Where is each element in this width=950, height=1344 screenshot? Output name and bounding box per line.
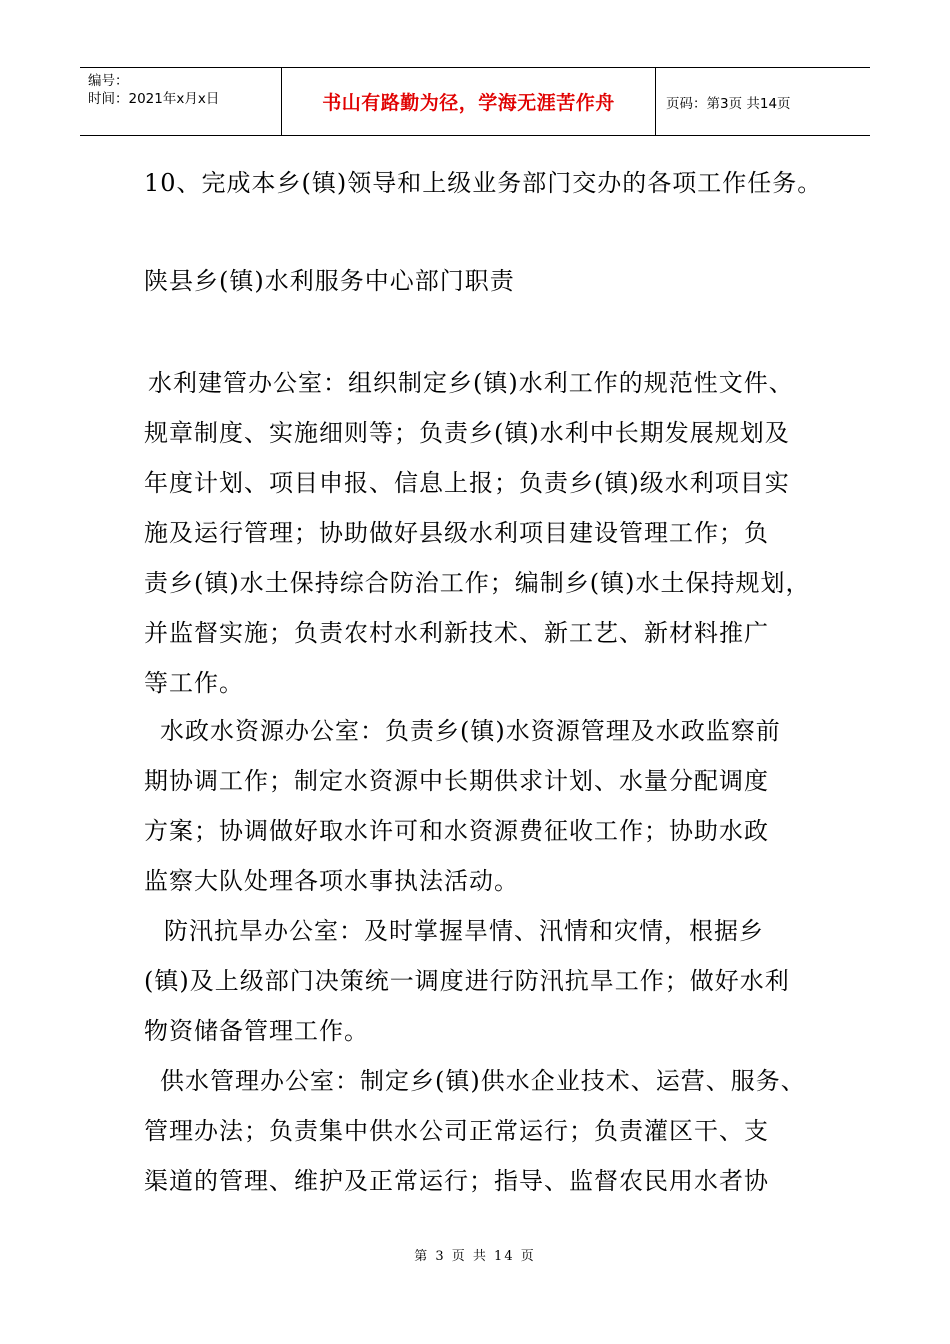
body-line: 10、完成本乡(镇)领导和上级业务部门交办的各项工作任务。: [144, 169, 823, 197]
header-page-code: 页码：第3页 共14页: [666, 95, 791, 112]
body-line: 年度计划、项目申报、信息上报；负责乡(镇)级水利项目实: [144, 469, 790, 497]
body-line: 渠道的管理、维护及正常运行；指导、监督农民用水者协: [144, 1167, 769, 1195]
document-time-label: 时间：2021年x月x日: [88, 91, 220, 107]
body-line: 期协调工作；制定水资源中长期供求计划、水量分配调度: [144, 767, 769, 795]
body-line: 防汛抗旱办公室：及时掌握旱情、汛情和灾情，根据乡: [164, 917, 764, 945]
body-line: 供水管理办公室：制定乡(镇)供水企业技术、运营、服务、: [160, 1067, 806, 1095]
header-meta-cell: [80, 68, 282, 135]
body-line: (镇)及上级部门决策统一调度进行防汛抗旱工作；做好水利: [144, 967, 790, 995]
document-number-label: 编号：: [88, 73, 129, 89]
page-footer: 第 3 页 共 14 页: [414, 1249, 536, 1264]
body-line: 等工作。: [144, 669, 244, 697]
header-motto: 书山有路勤为径，学海无涯苦作舟: [322, 92, 615, 114]
section-heading: 陕县乡(镇)水利服务中心部门职责: [144, 267, 515, 295]
body-line: 规章制度、实施细则等；负责乡(镇)水利中长期发展规划及: [144, 419, 790, 447]
body-line: 施及运行管理；协助做好县级水利项目建设管理工作；负: [144, 519, 769, 547]
document-header: [80, 67, 870, 136]
body-line: 责乡(镇)水土保持综合防治工作；编制乡(镇)水土保持规划，: [144, 569, 811, 597]
header-motto-cell: [282, 68, 656, 135]
body-line: 水政水资源办公室：负责乡(镇)水资源管理及水政监察前: [160, 717, 781, 745]
body-line: 管理办法；负责集中供水公司正常运行；负责灌区干、支: [144, 1117, 769, 1145]
body-line: 方案；协调做好取水许可和水资源费征收工作；协助水政: [144, 817, 769, 845]
body-line: 监察大队处理各项水事执法活动。: [144, 867, 519, 895]
body-line: 并监督实施；负责农村水利新技术、新工艺、新材料推广: [144, 619, 769, 647]
header-page-cell: [656, 68, 870, 135]
body-line: 物资储备管理工作。: [144, 1017, 369, 1045]
body-line: 水利建管办公室：组织制定乡(镇)水利工作的规范性文件、: [148, 369, 794, 397]
